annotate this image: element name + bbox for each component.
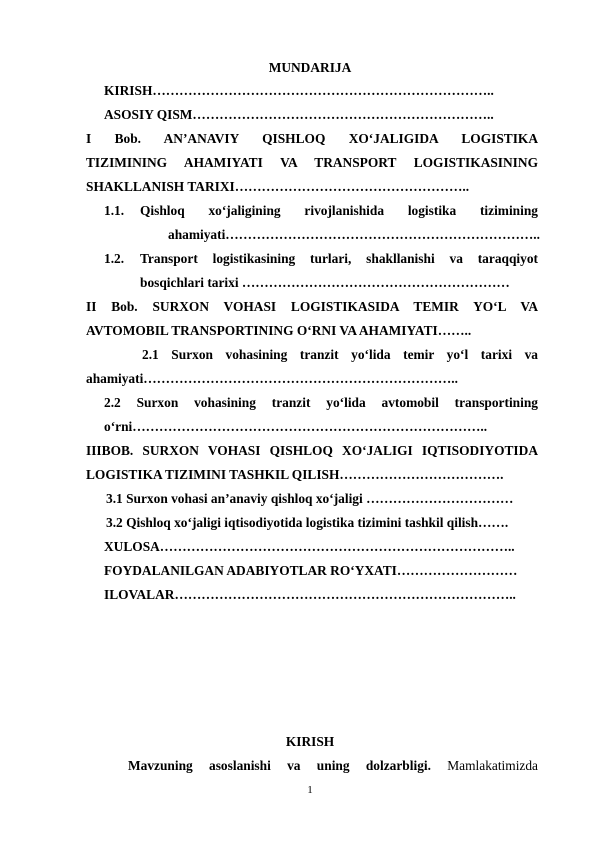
intro-paragraph-label: Mavzuning asoslanishi va uning dolzarbligi. bbox=[128, 758, 431, 773]
toc-entry-chapter-1-line2[interactable]: TIZIMINING AHAMIYATI VA TRANSPORT LOGISTIKASINING bbox=[86, 155, 538, 170]
toc-section-number-1-2: 1.2. bbox=[104, 251, 125, 266]
page-number: 1 bbox=[307, 784, 313, 796]
toc-entry-chapter-3-line2[interactable]: LOGISTIKA TIZIMINI TASHKIL QILISH………………………………. bbox=[86, 467, 504, 482]
toc-entry-chapter-2-line1[interactable]: II Bob. SURXON VOHASI LOGISTIKASIDA TEMIR YO‘L VA bbox=[86, 299, 538, 314]
toc-entry-section-2-1-line1[interactable]: 2.1 Surxon vohasining tranzit yo‘lida temir yo‘l tarixi va bbox=[142, 347, 538, 362]
intro-paragraph-first-line bbox=[128, 758, 538, 774]
intro-paragraph-text: Mamlakatimizda bbox=[447, 758, 538, 773]
toc-entry-section-1-2-line1[interactable]: Transport logistikasining turlari, shakllanishi va taraqqiyot bbox=[140, 251, 538, 266]
toc-entry-section-2-1-line2[interactable]: ahamiyati…………………………………………………………….. bbox=[86, 371, 458, 386]
toc-entry-section-2-2-line2[interactable]: o‘rni…………………………………………………………………….. bbox=[104, 419, 488, 434]
toc-entry-section-3-1[interactable]: 3.1 Surxon vohasi an’anaviy qishloq xo‘jaligi …………………………… bbox=[106, 491, 514, 506]
section-heading-kirish: KIRISH bbox=[285, 734, 335, 749]
toc-entry-chapter-1-line1[interactable]: I Bob. AN’ANAVIY QISHLOQ XO‘JALIGIDA LOGISTIKA bbox=[86, 131, 538, 146]
toc-entry-kirish[interactable]: KIRISH………………………………………………………………….. bbox=[104, 83, 494, 98]
toc-entry-section-2-2-line1[interactable]: 2.2 Surxon vohasining tranzit yo‘lida avtomobil transportining bbox=[104, 395, 538, 410]
toc-entry-chapter-1-line3[interactable]: SHAKLLANISH TARIXI…………………………………………….. bbox=[86, 179, 470, 194]
toc-entry-asosiy-qism[interactable]: ASOSIY QISM………………………………………………………….. bbox=[104, 107, 494, 122]
toc-entry-ilovalar[interactable]: ILOVALAR………………………………………………………………….. bbox=[104, 587, 516, 602]
toc-entry-xulosa[interactable]: XULOSA…………………………………………………………………….. bbox=[104, 539, 515, 554]
toc-section-number-1-1: 1.1. bbox=[104, 203, 125, 218]
toc-entry-chapter-3-line1[interactable]: IIIBOB. SURXON VOHASI QISHLOQ XO‘JALIGI IQTISODIYOTIDA bbox=[86, 443, 538, 458]
toc-entry-section-1-1-line2[interactable]: ahamiyati…………………………………………………………….. bbox=[168, 227, 540, 242]
toc-title: MUNDARIJA bbox=[268, 60, 352, 75]
toc-entry-adabiyotlar[interactable]: FOYDALANILGAN ADABIYOTLAR RO‘YXATI……………………… bbox=[104, 563, 518, 578]
toc-entry-section-1-2-line2[interactable]: bosqichlari tarixi …………………………………………………… bbox=[140, 275, 510, 290]
toc-entry-section-1-1-line1[interactable]: Qishloq xo‘jaligining rivojlanishida logistika tizimining bbox=[140, 203, 538, 218]
toc-entry-section-3-2[interactable]: 3.2 Qishloq xo‘jaligi iqtisodiyotida logistika tizimini tashkil qilish……. bbox=[106, 515, 509, 530]
toc-entry-chapter-2-line2[interactable]: AVTOMOBIL TRANSPORTINING O‘RNI VA AHAMIYATI…….. bbox=[86, 323, 472, 338]
